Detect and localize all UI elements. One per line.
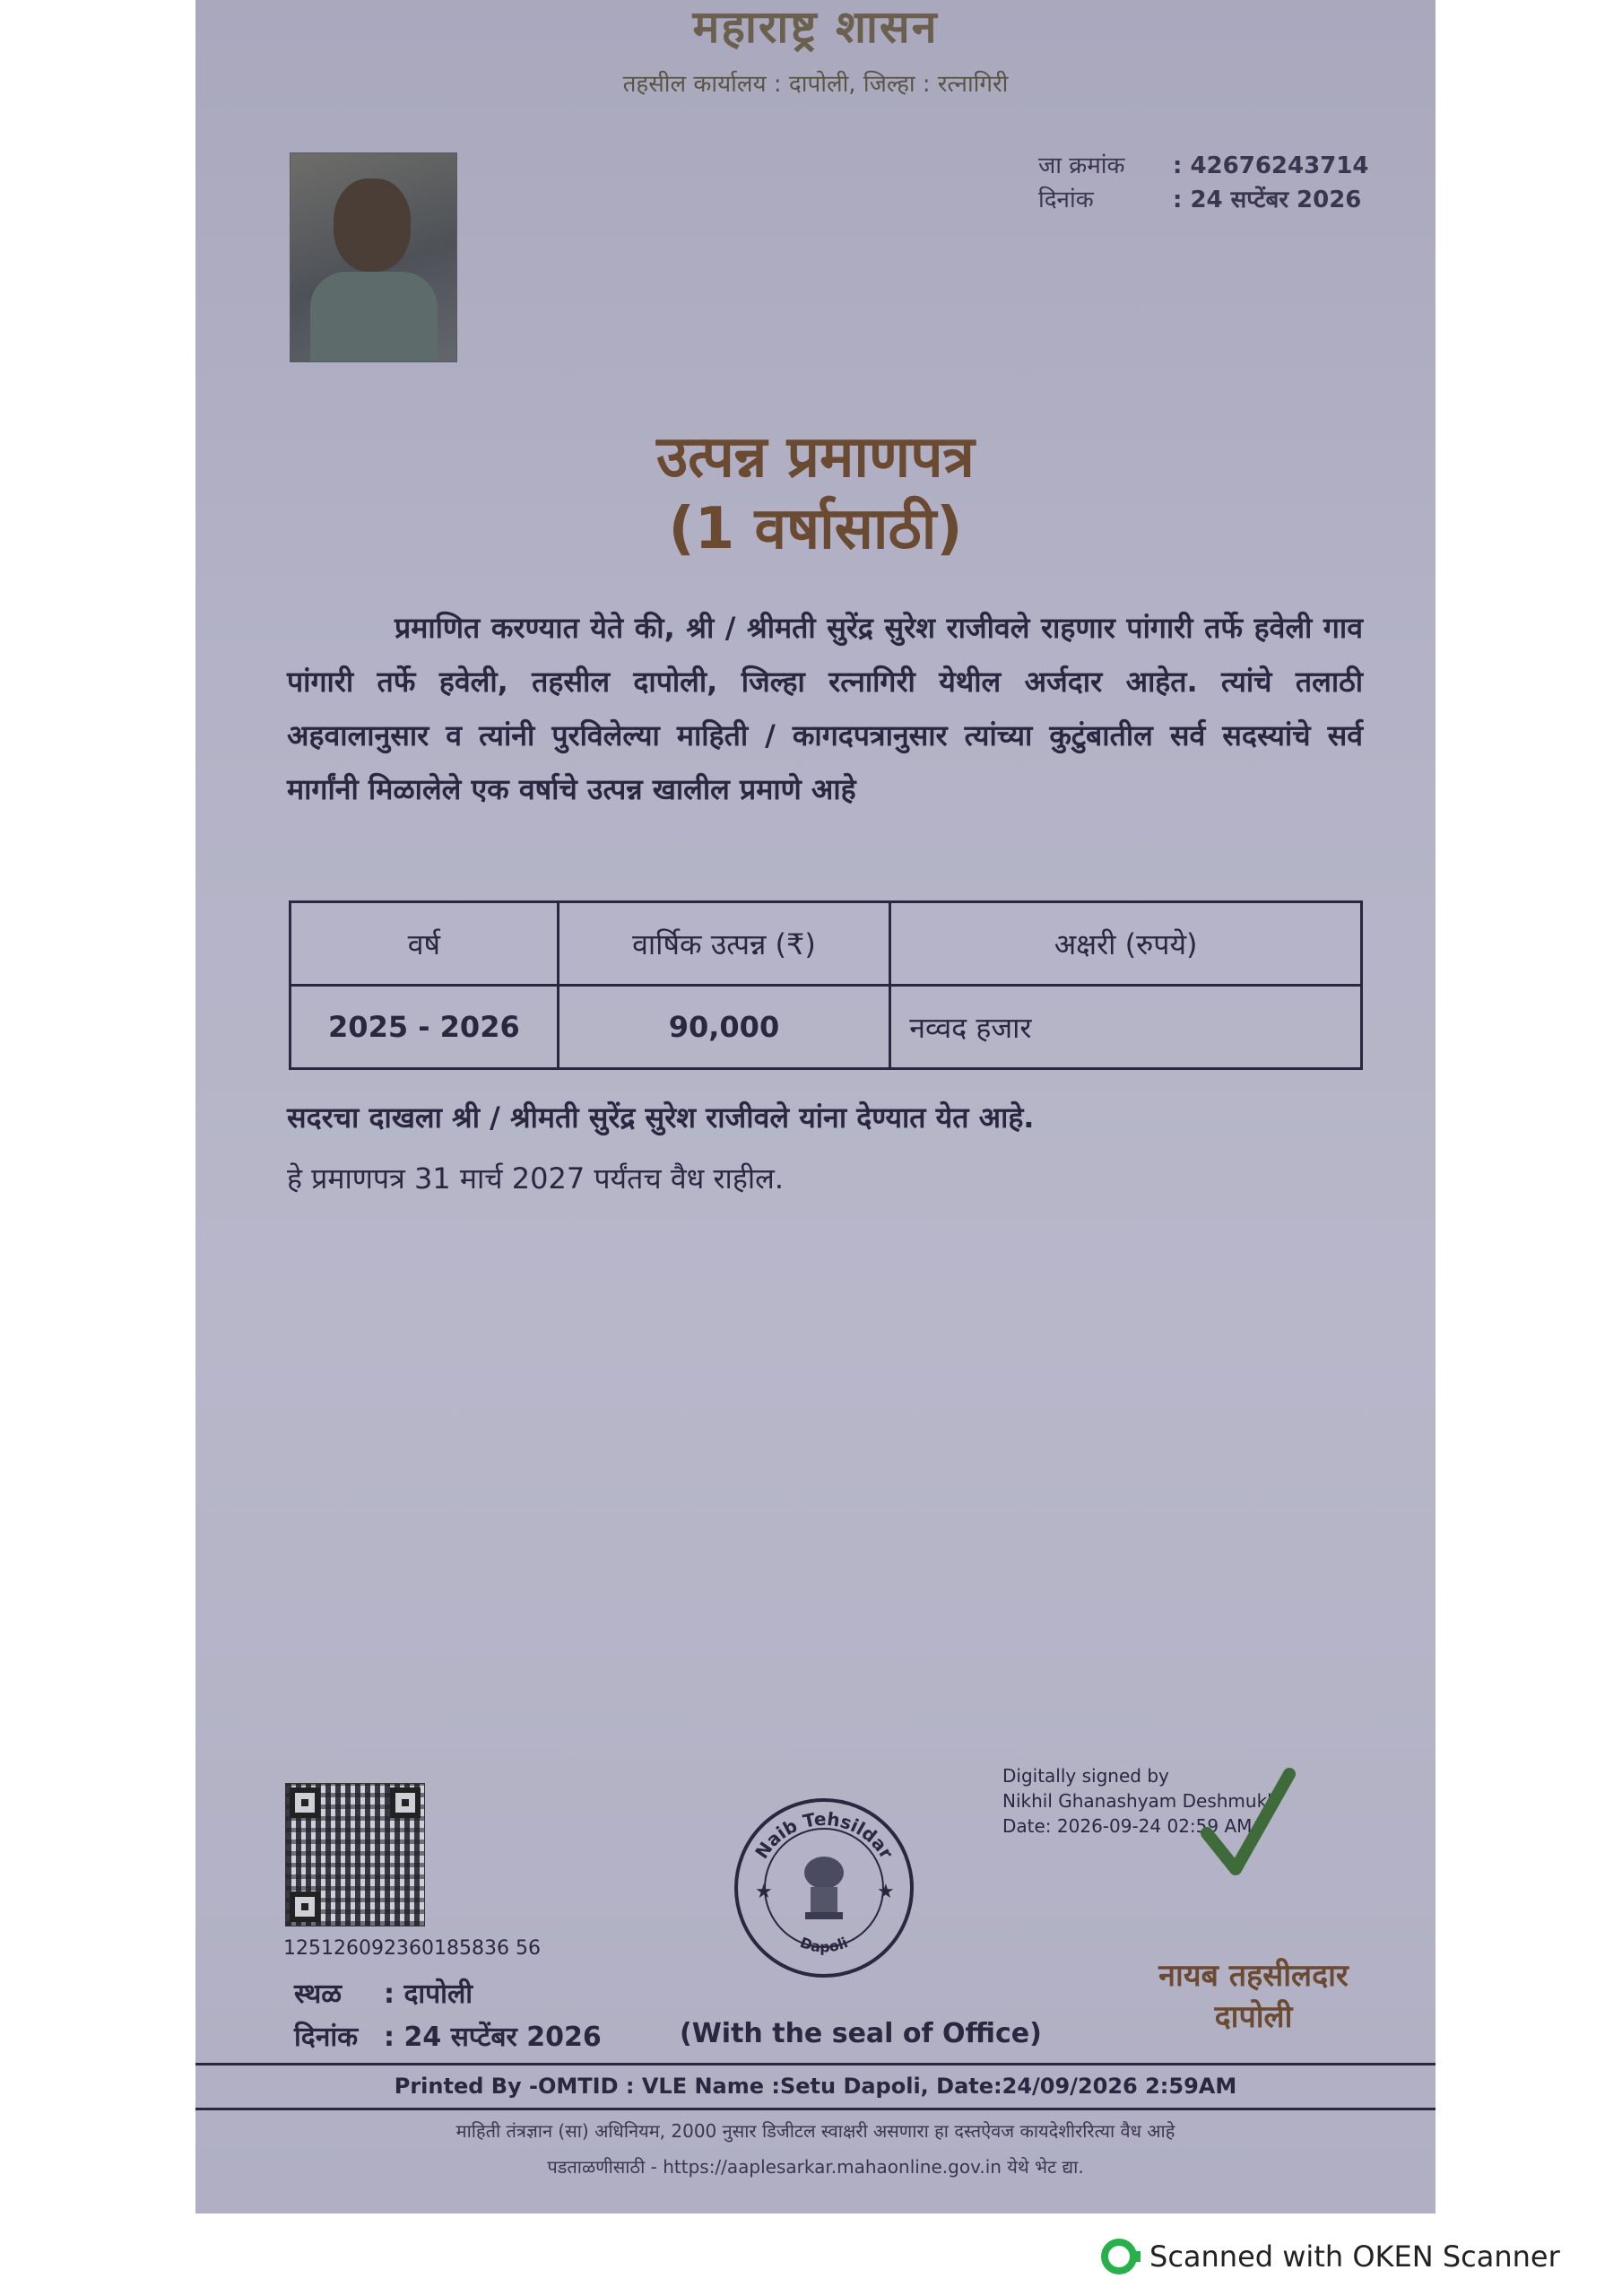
seal-top-text: Naib Tehsildar: [750, 1807, 898, 1863]
seal-star-right-icon: ★: [877, 1881, 895, 1903]
issue-date-label: दिनांक: [1038, 187, 1094, 213]
signature-line-2: Nikhil Ghanashyam Deshmukh: [1002, 1790, 1279, 1812]
footer-date-value: : 24 सप्टेंबर 2026: [384, 2022, 602, 2053]
outward-number-value: : 42676243714: [1173, 152, 1369, 179]
place-date-block: [294, 1973, 602, 2059]
issue-date-row: [1038, 183, 1368, 217]
seal-bottom-text: Dapoli: [797, 1934, 851, 1956]
place-row: [294, 1973, 602, 2016]
income-table: [289, 900, 1363, 1070]
signature-line-3: Date: 2026-09-24 02:59 AM: [1002, 1815, 1253, 1837]
validity-statement: हे प्रमाणपत्र 31 मार्च 2027 पर्यंतच वैध राहील.: [287, 1161, 784, 1196]
designation-block: [1092, 1955, 1415, 2038]
outward-number-row: [1038, 149, 1368, 183]
legal-note-line-1: माहिती तंत्रज्ञान (सा) अधिनियम, 2000 नुसार डिजीटल स्वाक्षरी असणारा हा दस्तऐवज कायदेशीररित्या वैध आहे: [455, 2120, 1175, 2142]
designation-title: नायब तहसीलदार: [1158, 1958, 1349, 1994]
certificate-title: उत्पन्न प्रमाणपत्र: [656, 424, 975, 491]
designation-place: दापोली: [1214, 1999, 1293, 2035]
legal-note-line-2: पडताळणीसाठी - https://aaplesarkar.mahaonline.gov.in येथे भेट द्या.: [547, 2156, 1084, 2178]
certificate-title-block: [195, 422, 1436, 565]
cell-year: 2025 - 2026: [291, 986, 559, 1069]
office-address: तहसील कार्यालय : दापोली, जिल्हा : रत्नागिरी: [622, 71, 1009, 98]
income-table-header: [291, 902, 1362, 986]
certificate-subtitle: (1 वर्षासाठी): [668, 496, 963, 562]
place-label: स्थळ: [294, 1979, 343, 2010]
ashoka-emblem-icon: [804, 1857, 844, 1919]
reference-block: [1038, 149, 1368, 217]
government-title: महाराष्ट्र शासन: [692, 1, 939, 53]
scanner-watermark: [1101, 2239, 1560, 2274]
outward-number-label: जा क्रमांक: [1038, 152, 1125, 179]
cell-in-words: नव्वद हजार: [890, 986, 1362, 1069]
qr-finder-top-right: [390, 1787, 421, 1818]
signature-valid-check-icon: [1200, 1763, 1298, 1889]
footer-date-label: दिनांक: [294, 2022, 359, 2053]
cell-income: 90,000: [558, 986, 889, 1069]
certificate-sheet: [195, 0, 1436, 2213]
issue-date-value: : 24 सप्टेंबर 2026: [1173, 187, 1362, 213]
signature-line-1: Digitally signed by: [1002, 1765, 1169, 1787]
photo-body: [310, 272, 438, 361]
office-seal: [730, 1794, 918, 1982]
certificate-body: प्रमाणित करण्यात येते की, श्री / श्रीमती सुरेंद्र सुरेश राजीवले राहणार पांगारी तर्फे हवेली गाव पांगारी तर्फे हवेली, तहसील दापोली, जिल्हा रत्नागिरी येथील अर्जदार आहेत. त्यांचे तलाठी अहवालानुसार व त्यांनी पुरविलेल्या माहिती / कागदपत्रानुसार त्यांच्या कुटुंबातील सर्व सदस्यांचे सर्व मार्गांनी मिळालेले एक वर्षाचे उत्पन्न खालील प्रमाणे आहे: [287, 611, 1363, 806]
header-in-words: अक्षरी (रुपये): [890, 902, 1362, 986]
qr-finder-top-left: [290, 1787, 320, 1818]
oken-scanner-logo-icon: [1101, 2239, 1137, 2274]
qr-number: 125126092360185836 56: [283, 1937, 541, 1960]
legal-note: [195, 2113, 1436, 2185]
table-row: [291, 986, 1362, 1069]
seal-star-left-icon: ★: [755, 1881, 773, 1903]
header-year: वर्ष: [291, 902, 559, 986]
seal-caption: (With the seal of Office): [680, 2018, 1042, 2049]
issued-to-statement: सदरचा दाखला श्री / श्रीमती सुरेंद्र सुरेश राजीवले यांना देण्यात येत आहे.: [287, 1100, 1035, 1135]
qr-code: [285, 1783, 425, 1926]
applicant-photo: [290, 152, 457, 362]
qr-finder-bottom-left: [290, 1892, 320, 1922]
place-value: : दापोली: [384, 1979, 473, 2010]
divider-bottom: [195, 2108, 1436, 2110]
printed-by-line: Printed By -OMTID : VLE Name :Setu Dapoli, Date:24/09/2026 2:59AM: [394, 2074, 1237, 2099]
photo-head: [334, 178, 411, 272]
scanner-label: Scanned with OKEN Scanner: [1149, 2239, 1560, 2274]
header-annual-income: वार्षिक उत्पन्न (₹): [558, 902, 889, 986]
divider-top: [195, 2063, 1436, 2066]
footer-date-row: [294, 2016, 602, 2059]
